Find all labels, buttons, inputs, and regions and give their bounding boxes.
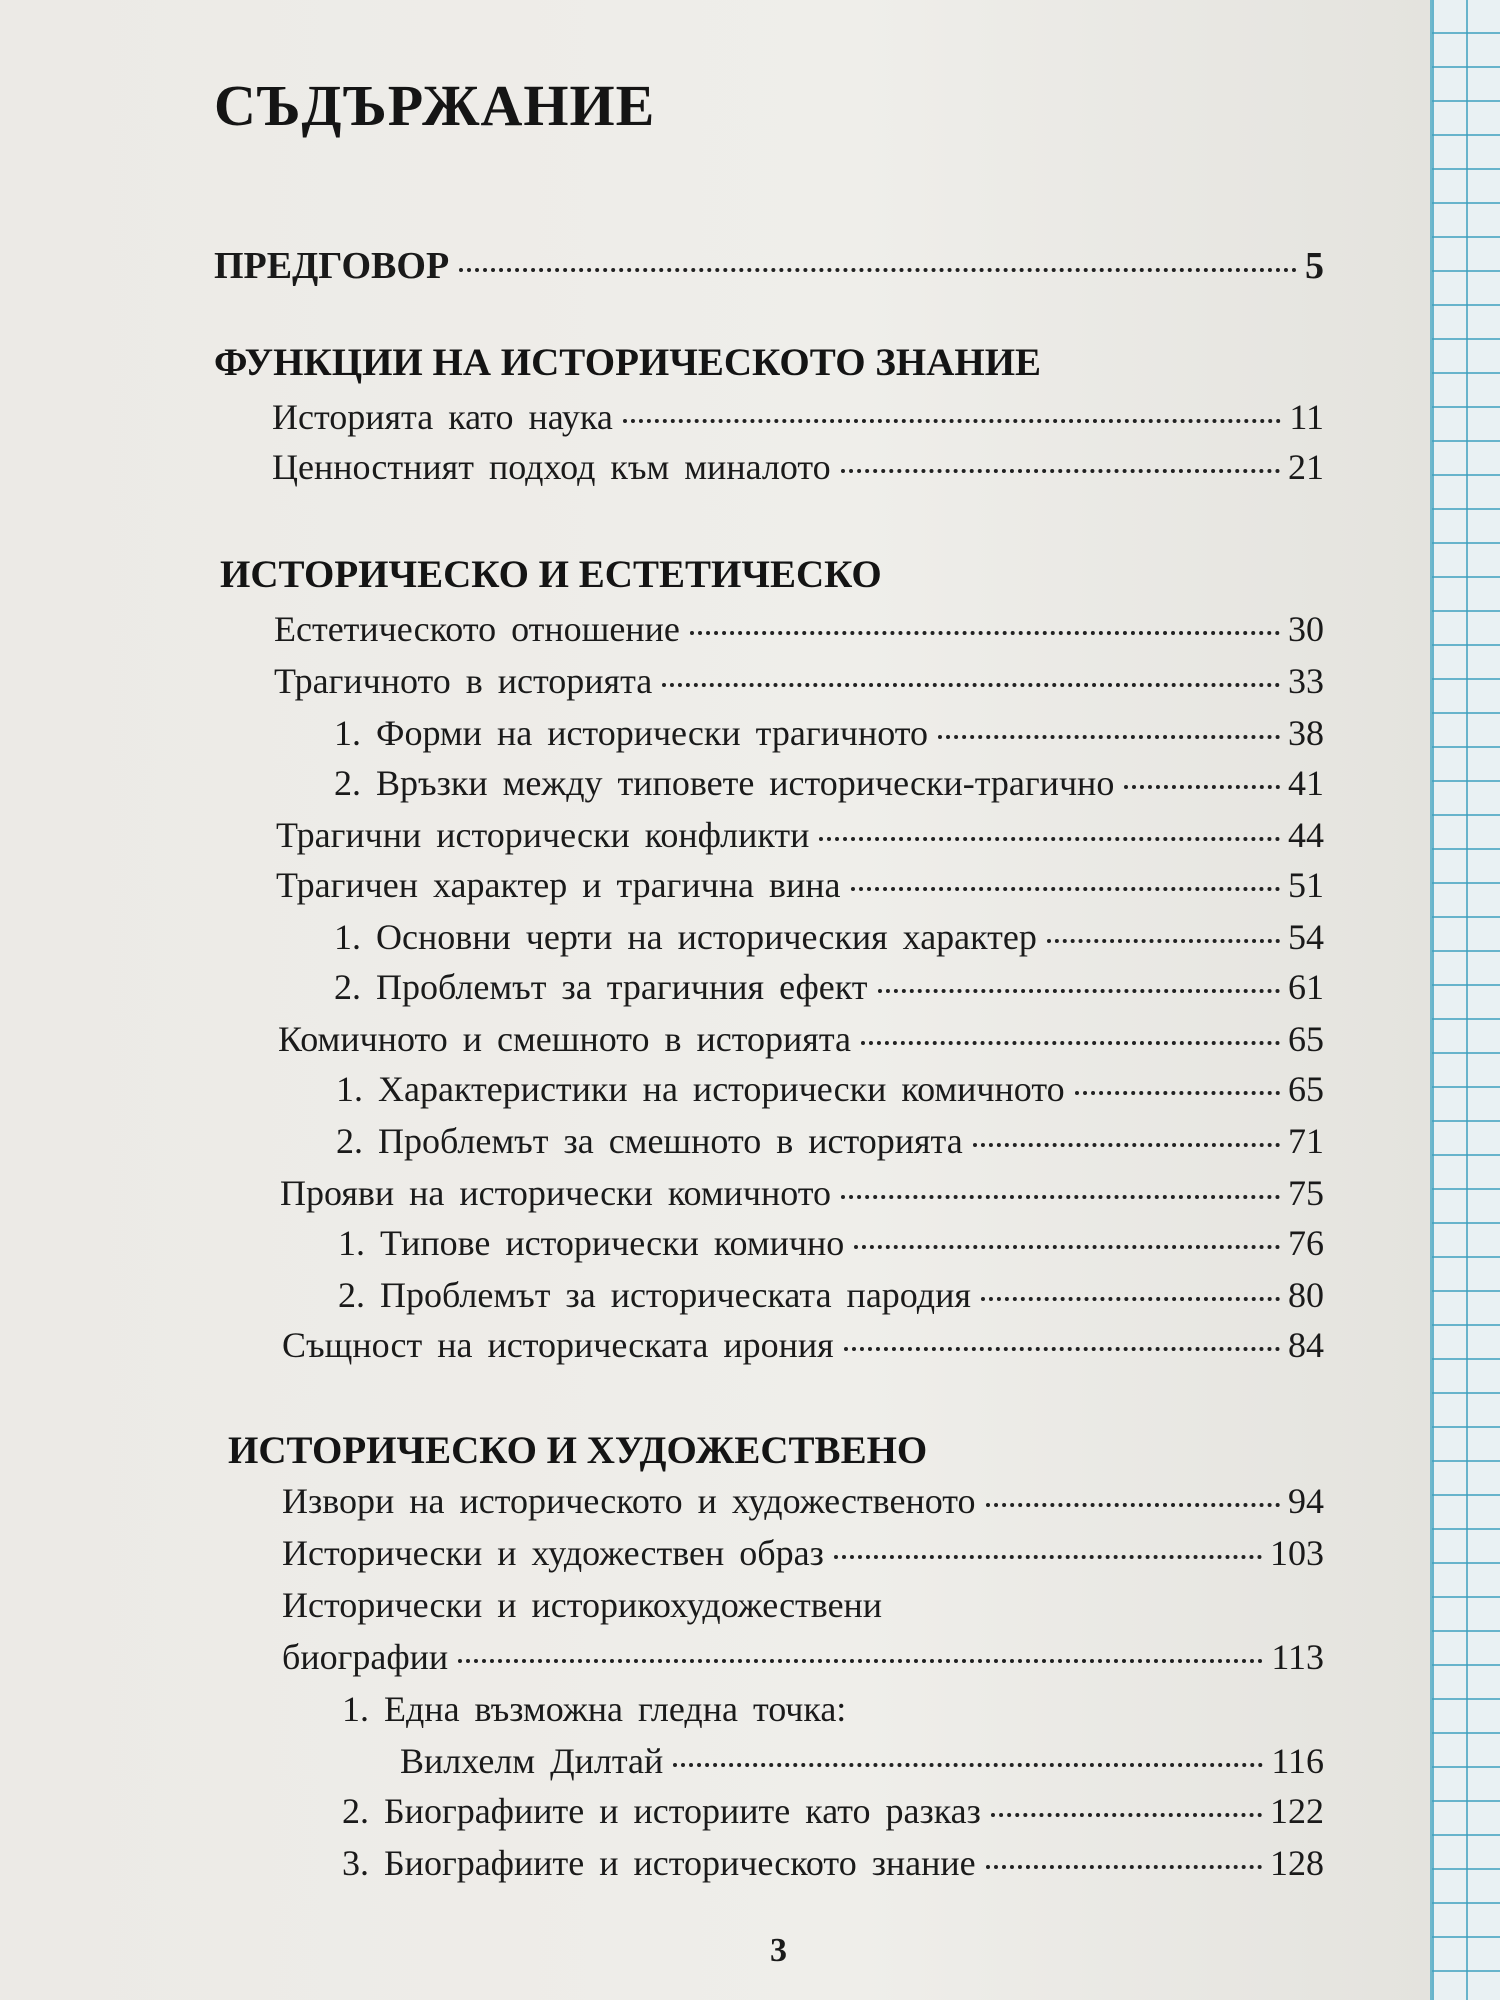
- toc-entry: [338, 1274, 1324, 1322]
- toc-label: Същност на историческата ирония: [282, 1325, 834, 1365]
- page-title: СЪДЪРЖАНИЕ: [214, 73, 656, 138]
- toc-page-number: 38: [1288, 713, 1324, 753]
- leader-dots: [973, 1143, 1280, 1147]
- toc-label: 2. Биографиите и историите като разказ: [342, 1791, 981, 1831]
- toc-page-number: 33: [1288, 661, 1324, 701]
- leader-dots: [986, 1865, 1262, 1869]
- toc-entry: [400, 1740, 1324, 1788]
- toc-page-number: 84: [1288, 1325, 1324, 1365]
- toc-label: 1. Основни черти на историческия характер: [334, 917, 1037, 957]
- toc-page-number: 65: [1288, 1019, 1324, 1059]
- toc-page-number: 41: [1288, 763, 1324, 803]
- toc-label: 1. Типове исторически комично: [338, 1223, 845, 1263]
- toc-label: Вилхелм Дилтай: [400, 1741, 664, 1781]
- leader-dots: [1075, 1091, 1280, 1095]
- toc-entry: [274, 660, 1324, 708]
- toc-page-number: 80: [1288, 1275, 1324, 1315]
- toc-entry: [272, 446, 1324, 494]
- toc-entry: [282, 1324, 1324, 1372]
- toc-entry: [276, 864, 1324, 912]
- toc-page-number: 75: [1288, 1173, 1324, 1213]
- leader-dots: [623, 419, 1282, 423]
- toc-page-number: 128: [1270, 1843, 1324, 1883]
- leader-dots: [458, 1659, 1263, 1663]
- toc-label: Трагичното в историята: [274, 661, 653, 701]
- toc-page-number: 21: [1288, 447, 1324, 487]
- toc-page-number: 113: [1271, 1637, 1324, 1677]
- toc-label: Комичното и смешното в историята: [278, 1019, 851, 1059]
- toc-entry: [334, 712, 1324, 760]
- toc-label: Ценностният подход към миналото: [272, 447, 831, 487]
- toc-page-number: 11: [1289, 397, 1324, 437]
- toc-page-number: 61: [1288, 967, 1324, 1007]
- toc-page-number: 5: [1305, 245, 1324, 287]
- toc-entry-preface: [214, 244, 1324, 292]
- leader-dots: [1124, 785, 1280, 789]
- toc-page-number: 44: [1288, 815, 1324, 855]
- toc-label: 1. Форми на исторически трагичното: [334, 713, 929, 753]
- leader-dots: [1047, 939, 1280, 943]
- toc-entry: [280, 1172, 1324, 1220]
- leader-dots: [459, 268, 1297, 272]
- toc-entry: [276, 814, 1324, 862]
- toc-label: биографии: [282, 1637, 449, 1677]
- toc-page-number: 122: [1270, 1791, 1324, 1831]
- toc-label: Прояви на исторически комичното: [280, 1173, 832, 1213]
- leader-dots: [662, 683, 1280, 687]
- toc-label: 2. Проблемът за трагичния ефект: [334, 967, 868, 1007]
- toc-label: 2. Проблемът за историческата пародия: [338, 1275, 971, 1315]
- toc-label: Извори на историческото и художественото: [282, 1481, 976, 1521]
- toc-label: 2. Проблемът за смешното в историята: [336, 1121, 963, 1161]
- section-heading: ИСТОРИЧЕСКО И ЕСТЕТИЧЕСКО: [220, 553, 882, 596]
- toc-entry: [282, 1480, 1324, 1528]
- toc-page-number: 54: [1288, 917, 1324, 957]
- toc-entry: [334, 966, 1324, 1014]
- toc-page-number: 71: [1288, 1121, 1324, 1161]
- section-heading: ФУНКЦИИ НА ИСТОРИЧЕСКОТО ЗНАНИЕ: [214, 341, 1042, 384]
- toc-label: 3. Биографиите и историческото знание: [342, 1843, 976, 1883]
- toc-label: Историята като наука: [272, 397, 613, 437]
- leader-dots: [844, 1347, 1280, 1351]
- leader-dots: [986, 1503, 1281, 1507]
- toc-label: Трагични исторически конфликти: [276, 815, 810, 855]
- toc-page-number: 30: [1288, 609, 1324, 649]
- toc-label: 1. Характеристики на исторически комичното: [336, 1069, 1065, 1109]
- toc-label: 2. Връзки между типовете исторически-трагично: [334, 763, 1115, 803]
- toc-page-number: 76: [1288, 1223, 1324, 1263]
- section-heading: ИСТОРИЧЕСКО И ХУДОЖЕСТВЕНО: [228, 1429, 928, 1472]
- toc-entry: [342, 1790, 1324, 1838]
- toc-page-number: 51: [1288, 865, 1324, 905]
- toc-label: Исторически и художествен образ: [282, 1533, 824, 1573]
- toc-entry: [336, 1120, 1324, 1168]
- leader-dots: [834, 1555, 1262, 1559]
- leader-dots: [673, 1763, 1263, 1767]
- toc-label: Естетическото отношение: [274, 609, 680, 649]
- leader-dots: [841, 469, 1280, 473]
- leader-dots: [851, 887, 1281, 891]
- toc-page-number: 116: [1271, 1741, 1324, 1781]
- leader-dots: [991, 1813, 1262, 1817]
- toc-page-number: 65: [1288, 1069, 1324, 1109]
- toc-label-first-line: Исторически и историкохудожествени: [282, 1585, 883, 1625]
- leader-dots: [690, 631, 1280, 635]
- toc-page-number: 103: [1270, 1533, 1324, 1573]
- toc-entry: [334, 762, 1324, 810]
- graph-paper-edge: [1430, 0, 1500, 2000]
- leader-dots: [854, 1245, 1280, 1249]
- toc-entry: [336, 1068, 1324, 1116]
- toc-entry: [338, 1222, 1324, 1270]
- toc-entry: [272, 396, 1324, 444]
- toc-label: ПРЕДГОВОР: [214, 245, 450, 287]
- leader-dots: [861, 1041, 1280, 1045]
- toc-entry: [282, 1532, 1324, 1580]
- toc-entry: [342, 1842, 1324, 1890]
- leader-dots: [981, 1297, 1280, 1301]
- toc-entry: [278, 1018, 1324, 1066]
- toc-entry: [334, 916, 1324, 964]
- toc-label-first-line: 1. Една възможна гледна точка:: [342, 1689, 847, 1729]
- toc-entry: [282, 1636, 1324, 1684]
- page-number: 3: [770, 1932, 787, 1969]
- toc-label: Трагичен характер и трагична вина: [276, 865, 841, 905]
- toc-page-number: 94: [1288, 1481, 1324, 1521]
- leader-dots: [938, 735, 1280, 739]
- leader-dots: [841, 1195, 1280, 1199]
- leader-dots: [878, 989, 1280, 993]
- leader-dots: [819, 837, 1280, 841]
- toc-entry: [274, 608, 1324, 656]
